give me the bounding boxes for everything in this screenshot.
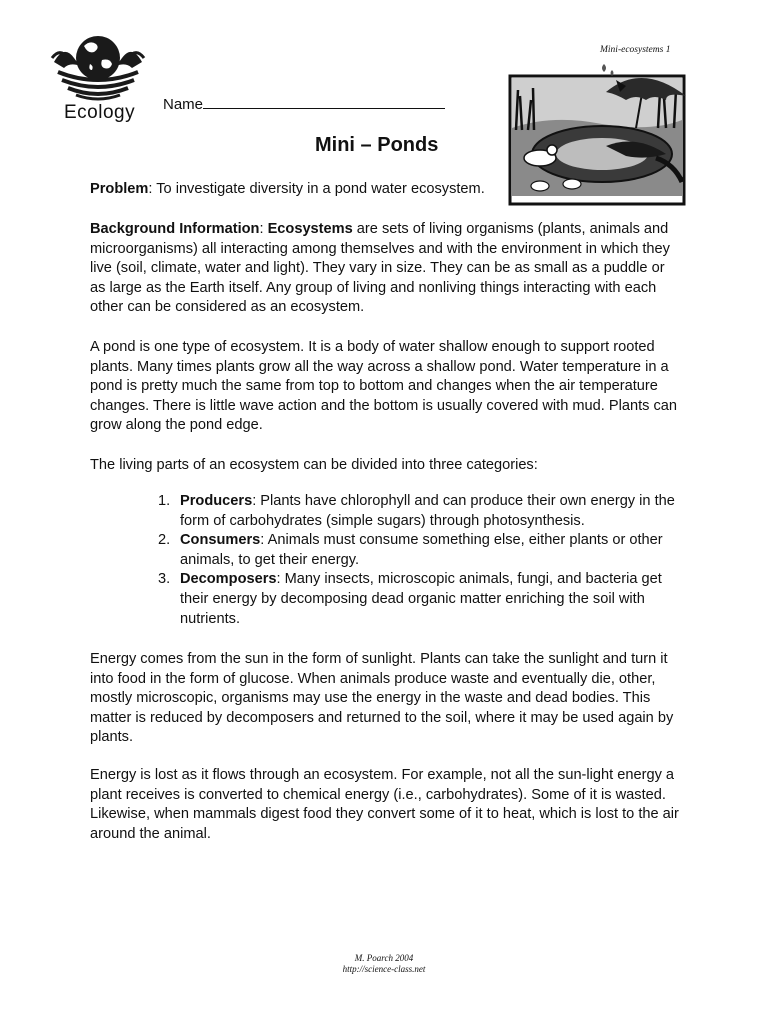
list-item	[150, 531, 680, 570]
problem-label: Problem	[90, 181, 149, 197]
ecology-logo	[50, 28, 146, 126]
living-parts-intro	[90, 456, 680, 476]
pond-paragraph-text: A pond is one type of ecosystem. It is a body of water shallow enough to support rooted plants. Many times plants grow all the way across a shallow pond. Water temperature in a pond is pretty much the same from top to bottom and changes when the air temperature changes. There is little wave action and the bottom is usually covered with mud. Plants can grow along the pond edge.	[90, 339, 678, 434]
categories-list	[150, 492, 680, 629]
list-item	[150, 570, 680, 629]
background-information	[90, 220, 680, 318]
energy-paragraph-2-text: Energy is lost as it flows through an ecosystem. For example, not all the sun-light energy a plant receives is converted to chemical energy (i.e., carbohydrates). Some of it is wasted. Likewise, when mammals digest food they convert some of it to heat, which is lost to the air around the animal.	[90, 767, 679, 842]
page-footer	[0, 953, 768, 975]
list-number: 3.	[158, 571, 171, 588]
pond-scene-image	[506, 58, 692, 208]
pond-illustration	[506, 58, 692, 208]
energy-paragraph-2	[90, 766, 680, 844]
series-tag: Mini-ecosystems 1	[600, 45, 671, 55]
pond-paragraph	[90, 338, 680, 436]
background-sep: :	[259, 221, 268, 237]
ecosystems-term: Ecosystems	[267, 221, 353, 237]
globe-hands-icon	[50, 28, 146, 106]
background-label: Background Information	[90, 221, 260, 237]
category-text: : Many insects, microscopic animals, fungi, and bacteria get their energy by decomposing dead organic matter enriching the soil with nutrients.	[180, 571, 662, 627]
energy-paragraph-1-text: Energy comes from the sun in the form of sunlight. Plants can take the sunlight and turn it into food in the form of glucose. When animals produce waste and eventually die, other, mostly microscopic, organisms may use the energy in the waste and dead bodies. This matter is reduced by decomposers and returned to the soil, where it may be used again by plants.	[90, 651, 674, 746]
list-number: 1.	[158, 493, 171, 509]
footer-url[interactable]: http://science-class.net	[342, 964, 426, 974]
list-number: 2.	[158, 532, 171, 549]
name-field[interactable]	[163, 94, 445, 113]
name-label: Name	[163, 96, 204, 113]
category-text: : Animals must consume something else, either plants or other animals, to get their energy.	[180, 532, 663, 568]
category-term: Decomposers	[180, 571, 277, 588]
category-term: Consumers	[180, 532, 261, 549]
name-blank-line[interactable]	[203, 94, 445, 109]
living-parts-intro-text: The living parts of an ecosystem can be divided into three categories:	[90, 457, 538, 473]
category-text: : Plants have chlorophyll and can produce their own energy in the form of carbohydrates (simple sugars) through photosynthesis.	[180, 493, 675, 529]
logo-text: Ecology	[64, 102, 136, 123]
problem-text: : To investigate diversity in a pond water ecosystem.	[148, 181, 485, 197]
background-text: are sets of living organisms (plants, animals and microorganisms) all interacting among themselves and with the environment in which they live (soil, climate, water and light). They vary in size. They can be as small as a puddle or as large as the Earth itself. Any group of living and nonliving things interacting with each other can be considered as an ecosystem.	[90, 221, 670, 316]
category-term: Producers	[180, 493, 253, 509]
list-item	[150, 492, 680, 531]
footer-author: M. Poarch 2004	[354, 953, 414, 963]
problem-statement	[90, 180, 500, 200]
energy-paragraph-1	[90, 650, 680, 748]
page-title: Mini – Ponds	[315, 134, 439, 156]
